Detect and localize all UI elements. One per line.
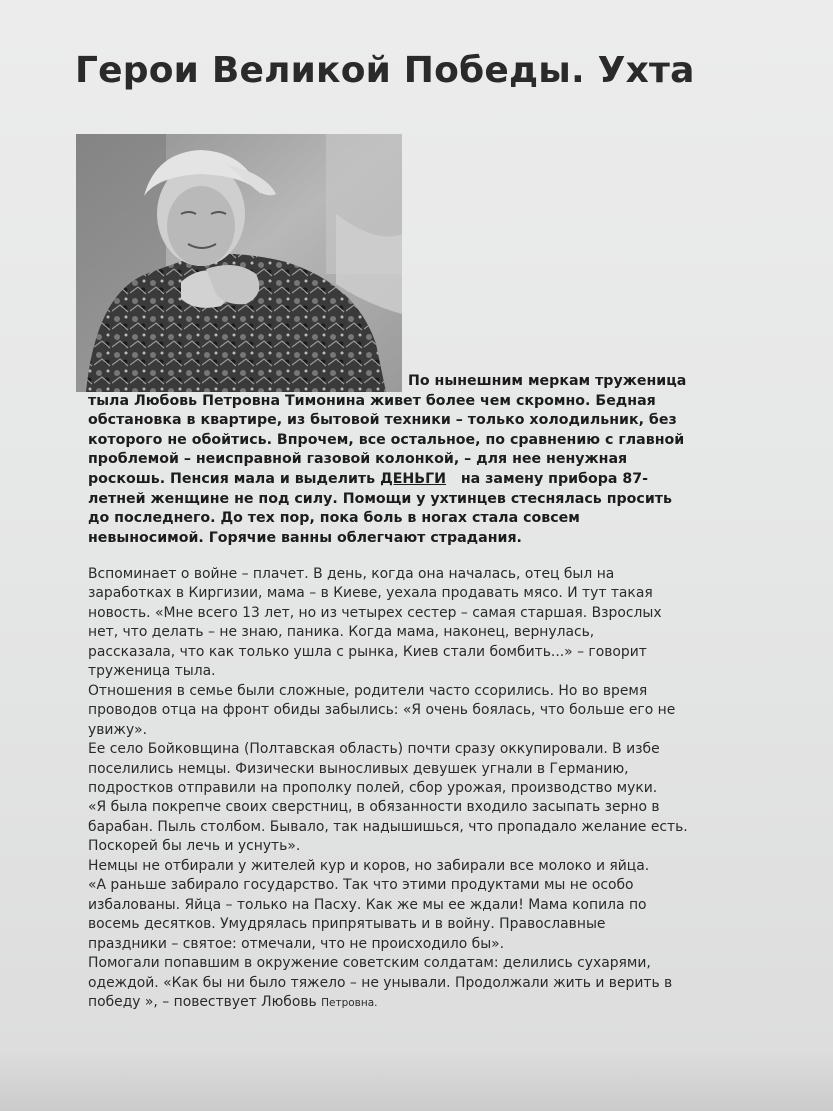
page-title: Герои Великой Победы. Ухта bbox=[75, 50, 695, 91]
intro-line: летней женщине не под силу. Помощи у ухтинцев стеснялась просить bbox=[88, 490, 672, 507]
body-text: победу », – повествует Любовь bbox=[88, 993, 322, 1010]
body-line: восемь десятков. Умудрялась припрятывать и в войну. Православные bbox=[88, 916, 606, 933]
article-body bbox=[88, 565, 778, 1013]
portrait-photo bbox=[76, 134, 402, 392]
body-text-small: Петровна. bbox=[321, 996, 378, 1009]
body-line: Поскорей бы лечь и уснуть». bbox=[88, 838, 301, 855]
intro-line: до последнего. До тех пор, пока боль в ногах стала совсем bbox=[88, 510, 580, 527]
body-line: рассказала, что как только ушла с рынка, Киев стали бомбить...» – говорит bbox=[88, 643, 647, 660]
body-line: поселились немцы. Физически выносливых девушек угнали в Германию, bbox=[88, 760, 629, 777]
body-line: нет, что делать – не знаю, паника. Когда мама, наконец, вернулась, bbox=[88, 624, 595, 641]
body-line: новость. «Мне всего 13 лет, но из четырех сестер – самая старшая. Взрослых bbox=[88, 604, 662, 621]
page-shadow bbox=[0, 1051, 833, 1111]
intro-line: которого не обойтись. Впрочем, все остальное, по сравнению с главной bbox=[88, 431, 685, 448]
body-line: Немцы не отбирали у жителей кур и коров, но забирали все молоко и яйца. bbox=[88, 857, 650, 874]
intro-line: проблемой – неисправной газовой колонкой, – для нее ненужная bbox=[88, 451, 628, 468]
body-line: заработках в Киргизии, мама – в Киеве, уехала продавать мясо. И тут такая bbox=[88, 585, 653, 602]
body-line: Вспоминает о войне – плачет. В день, когда она началась, отец был на bbox=[88, 566, 615, 582]
intro-line: обстановка в квартире, из бытовой техники – только холодильник, без bbox=[88, 412, 677, 429]
body-line: праздники – святое: отмечали, что не происходило бы». bbox=[88, 935, 505, 952]
intro-line: По нынешним меркам труженица bbox=[408, 373, 687, 389]
body-line: «А раньше забирало государство. Так что этими продуктами мы не особо bbox=[88, 877, 634, 894]
intro-paragraph bbox=[88, 372, 758, 548]
body-line: избалованы. Яйца – только на Пасху. Как же мы ее ждали! Мама копила по bbox=[88, 896, 647, 913]
body-line: труженица тыла. bbox=[88, 663, 216, 680]
intro-line: невыносимой. Горячие ванны облегчают страдания. bbox=[88, 529, 522, 546]
intro-text: на замену прибора 87- bbox=[446, 470, 649, 487]
body-line-last bbox=[88, 993, 778, 1013]
intro-text: роскошь. Пенсия мала и выделить bbox=[88, 470, 381, 487]
body-line: проводов отца на фронт обиды забылись: «Я очень боялась, что больше его не bbox=[88, 702, 676, 719]
body-line: подростков отправили на прополку полей, сбор урожая, производство муки. bbox=[88, 779, 658, 796]
body-line: увижу». bbox=[88, 721, 148, 738]
money-link[interactable]: ДЕНЬГИ bbox=[380, 470, 447, 487]
intro-line-money bbox=[88, 470, 758, 490]
body-line: одеждой. «Как бы ни было тяжело – не унывали. Продолжали жить и верить в bbox=[88, 974, 673, 991]
body-line: «Я была покрепче своих сверстниц, в обязанности входило засыпать зерно в bbox=[88, 799, 660, 816]
body-line: Помогали попавшим в окружение советским солдатам: делились сухарями, bbox=[88, 955, 651, 972]
intro-line: тыла Любовь Петровна Тимонина живет более чем скромно. Бедная bbox=[88, 392, 656, 409]
body-line: Ее село Бойковщина (Полтавская область) почти сразу оккупировали. В избе bbox=[88, 741, 660, 758]
body-line: барабан. Пыль столбом. Бывало, так надышишься, что пропадало желание есть. bbox=[88, 818, 688, 835]
body-line: Отношения в семье были сложные, родители часто ссорились. Но во время bbox=[88, 682, 648, 699]
